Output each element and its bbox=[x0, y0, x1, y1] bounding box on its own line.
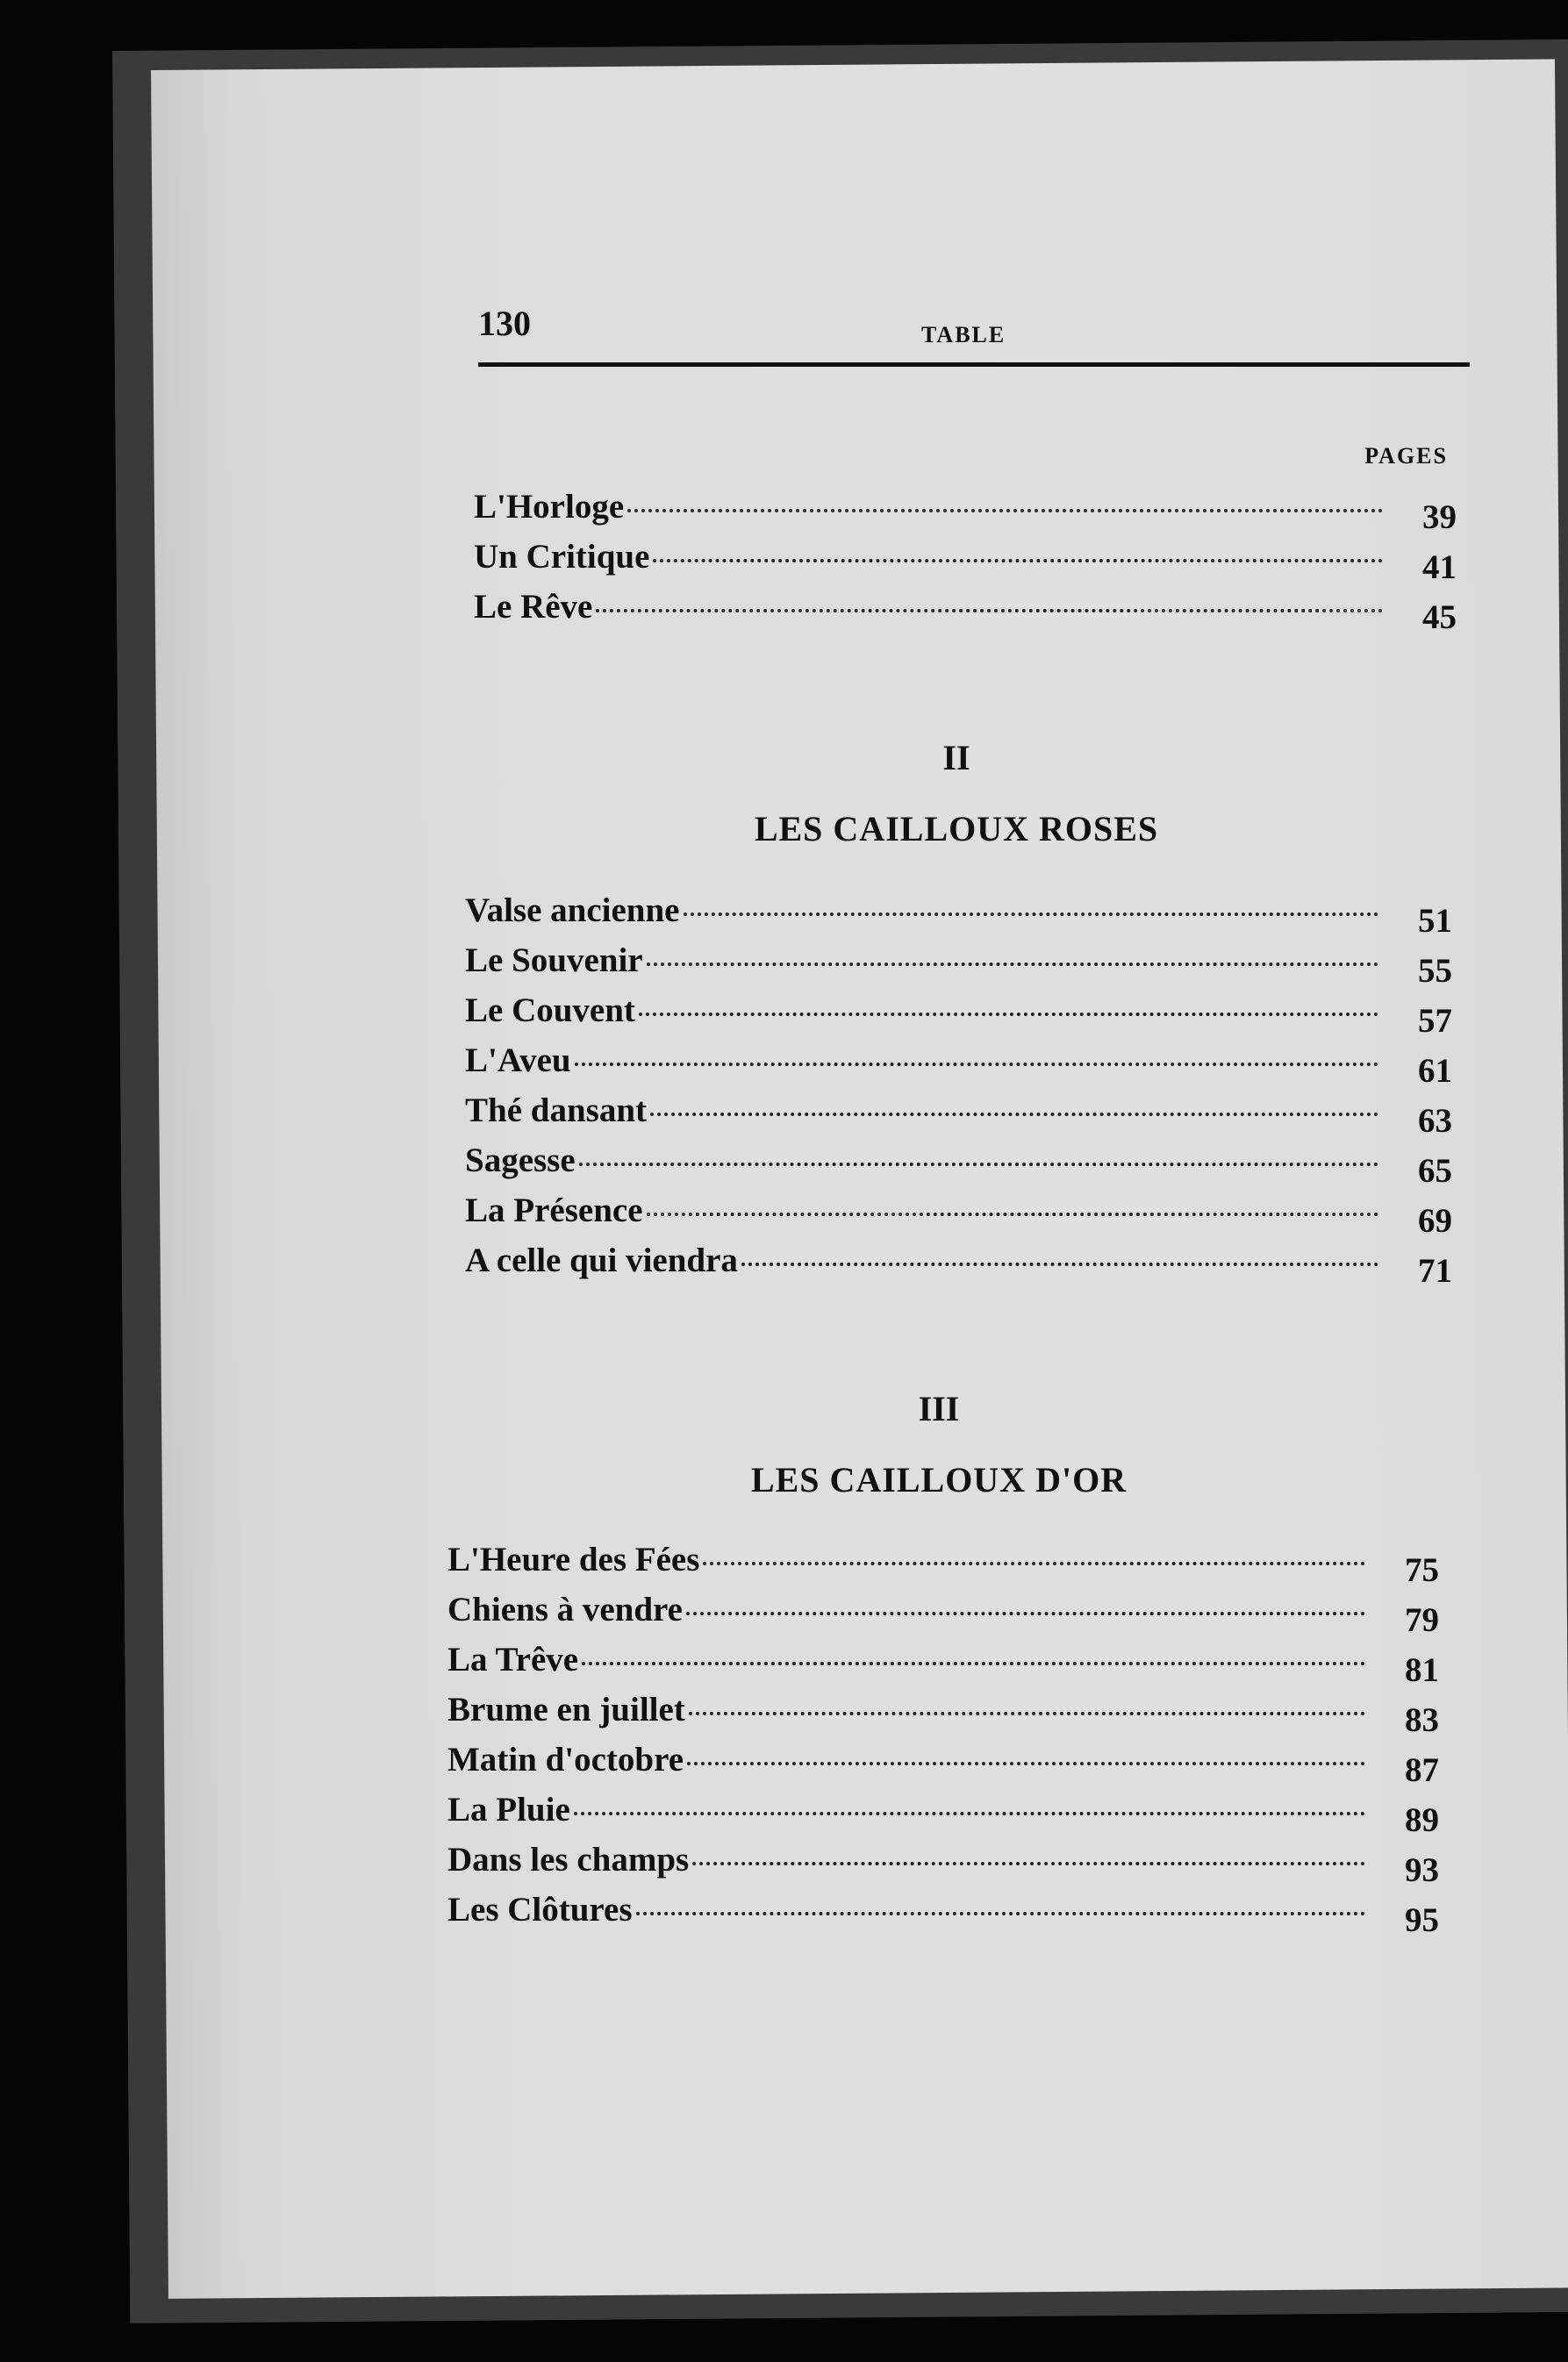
entry-page: 69 bbox=[1418, 1202, 1452, 1240]
entry-page: 61 bbox=[1418, 1052, 1452, 1090]
entry-title: La Présence bbox=[465, 1192, 643, 1229]
toc-entry bbox=[465, 1191, 1452, 1241]
dot-leader bbox=[686, 1612, 1365, 1615]
toc-entry bbox=[447, 1690, 1439, 1740]
dot-leader bbox=[741, 1263, 1378, 1266]
entry-title: Un Critique bbox=[474, 538, 650, 576]
dot-leader bbox=[687, 1762, 1365, 1765]
dot-leader bbox=[627, 509, 1383, 512]
toc-entry bbox=[465, 941, 1452, 991]
toc-entry bbox=[447, 1640, 1439, 1690]
section-numeral: II bbox=[942, 738, 970, 777]
toc-entry bbox=[447, 1590, 1439, 1640]
toc-entry bbox=[465, 891, 1452, 941]
entry-page: 41 bbox=[1422, 548, 1457, 586]
section-numeral: III bbox=[918, 1389, 960, 1428]
dot-leader bbox=[574, 1812, 1365, 1815]
entry-page: 63 bbox=[1418, 1102, 1452, 1140]
toc-entry bbox=[465, 991, 1452, 1041]
toc-entry bbox=[447, 1890, 1439, 1940]
running-title: TABLE bbox=[921, 322, 1006, 347]
entry-page: 81 bbox=[1405, 1651, 1439, 1689]
entry-title: Les Clôtures bbox=[447, 1891, 633, 1929]
toc-section-3 bbox=[447, 1540, 1439, 1940]
entry-page: 95 bbox=[1405, 1901, 1439, 1939]
entry-title: Brume en juillet bbox=[447, 1691, 685, 1729]
toc-entry bbox=[474, 487, 1457, 537]
toc-entry bbox=[465, 1041, 1452, 1091]
entry-title: Thé dansant bbox=[465, 1092, 647, 1129]
toc-section-2 bbox=[465, 891, 1452, 1291]
toc-entry bbox=[447, 1790, 1439, 1840]
entry-page: 57 bbox=[1418, 1002, 1452, 1040]
dot-leader bbox=[647, 1213, 1378, 1216]
entry-title: L'Aveu bbox=[465, 1041, 571, 1079]
entry-title: Chiens à vendre bbox=[447, 1591, 683, 1628]
entry-page: 39 bbox=[1422, 498, 1457, 536]
entry-title: Sagesse bbox=[465, 1142, 576, 1179]
dot-leader bbox=[692, 1862, 1365, 1865]
dot-leader bbox=[639, 1013, 1378, 1016]
header-rule bbox=[478, 362, 1470, 367]
entry-page: 75 bbox=[1405, 1551, 1439, 1589]
page-header bbox=[478, 294, 1470, 390]
entry-title: Dans les champs bbox=[447, 1841, 690, 1879]
entry-title: Le Souvenir bbox=[465, 941, 643, 979]
toc-entry bbox=[447, 1740, 1439, 1790]
toc-section-1 bbox=[474, 443, 1457, 637]
dot-leader bbox=[689, 1712, 1365, 1715]
entry-page: 51 bbox=[1418, 902, 1452, 940]
entry-page: 83 bbox=[1405, 1701, 1439, 1739]
section-name: LES CAILLOUX ROSES bbox=[754, 809, 1159, 848]
entry-title: L'Horloge bbox=[474, 488, 625, 526]
section-name: LES CAILLOUX D'OR bbox=[750, 1460, 1128, 1500]
dot-leader bbox=[650, 1113, 1378, 1116]
entry-title: La Pluie bbox=[447, 1791, 570, 1829]
entry-page: 87 bbox=[1405, 1751, 1439, 1789]
toc-entry bbox=[465, 1241, 1452, 1291]
dot-leader bbox=[636, 1912, 1365, 1915]
dot-leader bbox=[579, 1163, 1378, 1166]
toc-entry bbox=[447, 1540, 1439, 1590]
section-heading-3 bbox=[614, 1388, 1264, 1500]
dot-leader bbox=[596, 609, 1383, 612]
dot-leader bbox=[647, 963, 1378, 966]
entry-page: 65 bbox=[1418, 1152, 1452, 1190]
entry-title: Le Rêve bbox=[474, 588, 593, 626]
toc-entry bbox=[474, 587, 1457, 637]
entry-page: 79 bbox=[1405, 1601, 1439, 1639]
entry-page: 89 bbox=[1405, 1801, 1439, 1839]
entry-title: Le Couvent bbox=[465, 991, 635, 1029]
pages-column-label: PAGES bbox=[1364, 443, 1448, 469]
entry-page: 71 bbox=[1418, 1252, 1452, 1290]
toc-entry bbox=[447, 1840, 1439, 1890]
dot-leader bbox=[703, 1562, 1365, 1565]
entry-title: La Trêve bbox=[447, 1641, 579, 1678]
toc-entry bbox=[465, 1091, 1452, 1141]
toc-entry bbox=[474, 537, 1457, 587]
toc-entry bbox=[465, 1141, 1452, 1191]
dot-leader bbox=[684, 913, 1379, 916]
entry-title: Valse ancienne bbox=[465, 891, 680, 929]
entry-page: 55 bbox=[1418, 952, 1452, 990]
page-number: 130 bbox=[478, 304, 531, 343]
dot-leader bbox=[653, 559, 1383, 562]
entry-title: Matin d'octobre bbox=[447, 1741, 684, 1779]
entry-page: 45 bbox=[1422, 598, 1457, 636]
dot-leader bbox=[582, 1662, 1365, 1665]
entry-page: 93 bbox=[1405, 1851, 1439, 1889]
entry-title: A celle qui viendra bbox=[465, 1242, 738, 1279]
dot-leader bbox=[575, 1063, 1378, 1066]
entry-title: L'Heure des Fées bbox=[447, 1541, 700, 1578]
section-heading-2 bbox=[632, 737, 1281, 849]
